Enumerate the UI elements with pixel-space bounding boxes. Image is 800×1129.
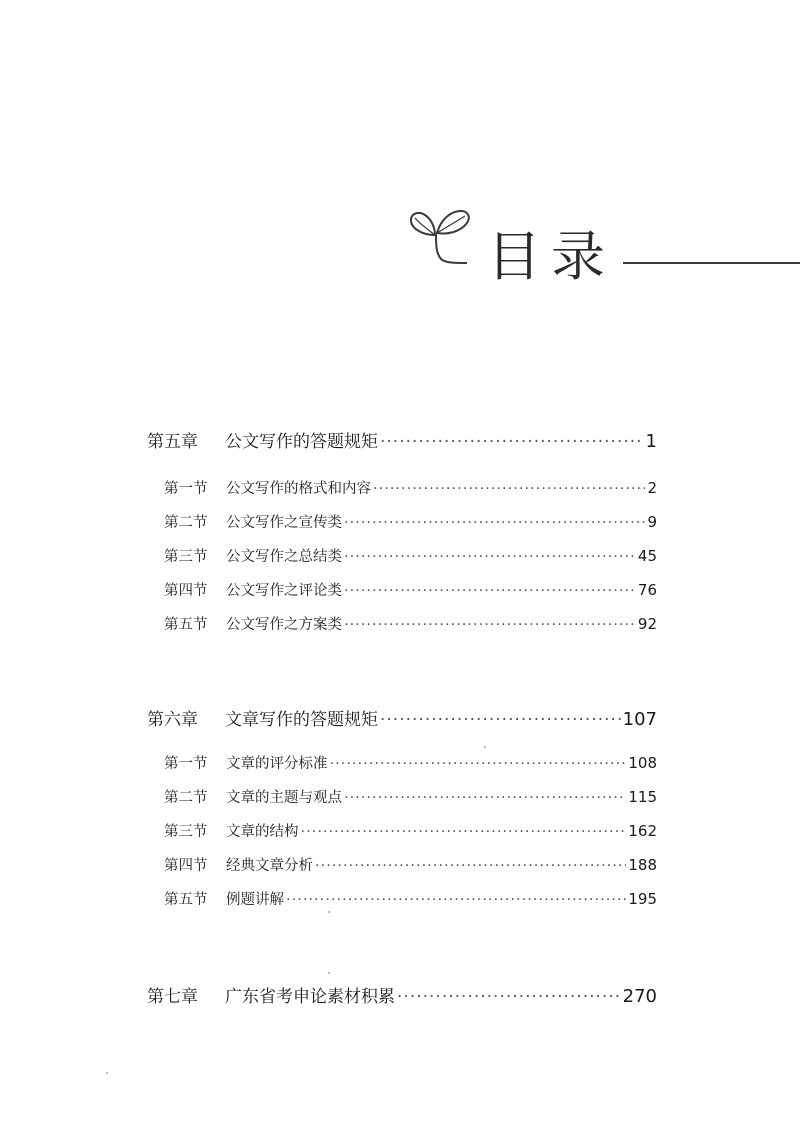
section-number: 第二节 [164,790,208,806]
section-title: 公文写作的格式和内容 [226,481,371,497]
section-number: 第二节 [164,515,208,531]
toc-section[interactable] [164,854,657,875]
toc-chapter[interactable] [147,427,657,452]
toc-section[interactable] [164,613,657,634]
dot-leader [344,790,626,806]
toc-chapter[interactable] [147,705,657,730]
toc-title: 目录 [487,225,615,288]
section-number: 第三节 [164,549,208,565]
dot-leader [286,892,626,908]
section-page: 76 [637,581,657,599]
chapter-page: 270 [622,986,657,1007]
toc-header [405,205,800,295]
sprout-icon [405,205,475,267]
section-number: 第四节 [164,583,208,599]
scan-speck [484,746,486,748]
section-number: 第三节 [164,824,208,840]
chapter-number: 第五章 [147,432,198,452]
section-number: 第一节 [164,756,208,772]
dot-leader [380,432,644,452]
section-title: 公文写作之宣传类 [226,515,342,531]
scan-speck [328,972,330,974]
section-number: 第五节 [164,617,208,633]
chapter-page: 107 [622,709,657,730]
dot-leader [373,481,645,497]
dot-leader [344,515,645,531]
section-title: 公文写作之方案类 [226,617,342,633]
dot-leader [344,583,636,599]
section-number: 第四节 [164,858,208,874]
dot-leader [301,824,627,840]
toc-section[interactable] [164,752,657,773]
dot-leader [330,756,627,772]
section-page: 188 [628,856,657,874]
toc-section[interactable] [164,888,657,909]
dot-leader [397,987,621,1007]
chapter-title: 广东省考申论素材积累 [225,987,395,1007]
dot-leader [344,549,636,565]
section-title: 文章的结构 [226,824,299,840]
section-title: 公文写作之总结类 [226,549,342,565]
section-page: 2 [647,479,657,497]
scan-speck [106,1072,108,1074]
dot-leader [344,617,636,633]
section-title: 经典文章分析 [226,858,313,874]
section-page: 9 [647,513,657,531]
section-page: 162 [628,822,657,840]
section-title: 文章的主题与观点 [226,790,342,806]
dot-leader [380,710,621,730]
section-page: 45 [637,547,657,565]
section-page: 115 [628,788,657,806]
section-title: 文章的评分标准 [226,756,328,772]
chapter-title: 公文写作的答题规矩 [225,432,378,452]
toc-section[interactable] [164,820,657,841]
chapter-number: 第六章 [147,710,198,730]
toc-section[interactable] [164,579,657,600]
chapter-title: 文章写作的答题规矩 [225,710,378,730]
section-number: 第一节 [164,481,208,497]
section-number: 第五节 [164,892,208,908]
toc-section[interactable] [164,545,657,566]
dot-leader [315,858,626,874]
section-page: 92 [637,615,657,633]
section-page: 195 [628,890,657,908]
chapter-number: 第七章 [147,987,198,1007]
section-title: 公文写作之评论类 [226,583,342,599]
chapter-page: 1 [645,431,657,452]
toc-chapter[interactable] [147,982,657,1007]
section-title: 例题讲解 [226,892,284,908]
scan-speck [328,911,330,913]
title-rule [623,262,800,264]
toc-section[interactable] [164,477,657,498]
toc-section[interactable] [164,786,657,807]
section-page: 108 [628,754,657,772]
toc-section[interactable] [164,511,657,532]
